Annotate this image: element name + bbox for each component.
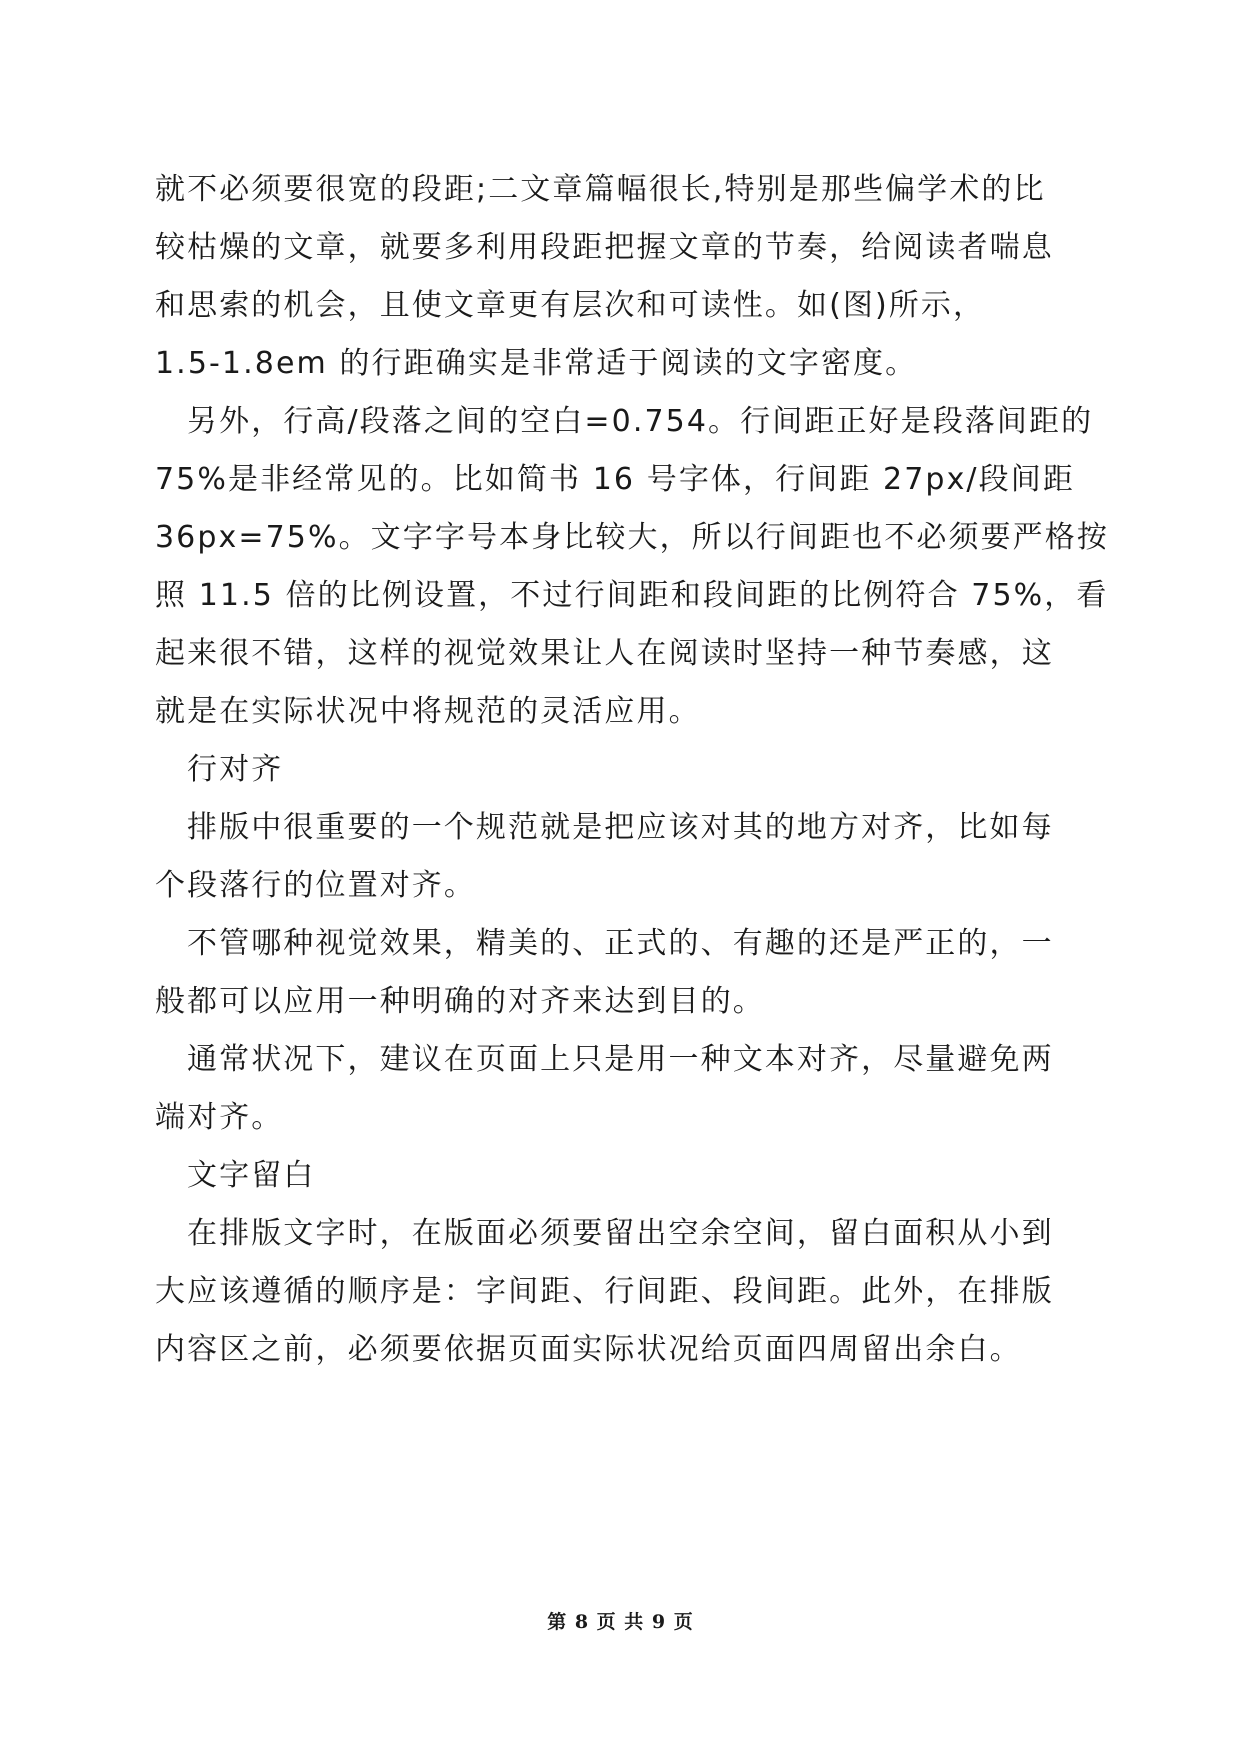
paragraph-first-line: 另外，行高/段落之间的空白=0.754。行间距正好是段落间距的	[187, 404, 1094, 439]
text-line: 个段落行的位置对齐。	[155, 868, 476, 903]
text-line: 内容区之前，必须要依据页面实际状况给页面四周留出余白。	[155, 1332, 1022, 1367]
text-line: 起来很不错，这样的视觉效果让人在阅读时坚持一种节奏感，这	[155, 636, 1054, 671]
text-line: 就是在实际状况中将规范的灵活应用。	[155, 694, 701, 729]
text-line: 36px=75%。文字字号本身比较大，所以行间距也不必须要严格按	[155, 520, 1109, 555]
paragraph-first-line: 在排版文字时，在版面必须要留出空余空间，留白面积从小到	[187, 1216, 1054, 1251]
page-number-footer: 第 8 页 共 9 页	[547, 1611, 694, 1633]
paragraph-first-line: 排版中很重要的一个规范就是把应该对其的地方对齐，比如每	[187, 810, 1054, 845]
text-line: 较枯燥的文章，就要多利用段距把握文章的节奏，给阅读者喘息	[155, 230, 1054, 265]
text-line: 般都可以应用一种明确的对齐来达到目的。	[155, 984, 765, 1019]
text-line: 大应该遵循的顺序是：字间距、行间距、段间距。此外，在排版	[155, 1274, 1054, 1309]
paragraph-first-line: 不管哪种视觉效果，精美的、正式的、有趣的还是严正的，一	[187, 926, 1054, 961]
text-line: 就不必须要很宽的段距;二文章篇幅很长,特别是那些偏学术的比	[155, 172, 1046, 207]
text-line: 75%是非经常见的。比如简书 16 号字体，行间距 27px/段间距	[155, 462, 1075, 497]
text-line: 照 11.5 倍的比例设置，不过行间距和段间距的比例符合 75%，看	[155, 578, 1109, 613]
section-heading: 文字留白	[187, 1158, 316, 1193]
text-line: 端对齐。	[155, 1100, 284, 1135]
text-line: 1.5-1.8em 的行距确实是非常适于阅读的文字密度。	[155, 346, 918, 381]
text-line: 和思索的机会，且使文章更有层次和可读性。如(图)所示，	[155, 288, 986, 323]
paragraph-first-line: 通常状况下，建议在页面上只是用一种文本对齐，尽量避免两	[187, 1042, 1054, 1077]
section-heading: 行对齐	[187, 752, 284, 787]
